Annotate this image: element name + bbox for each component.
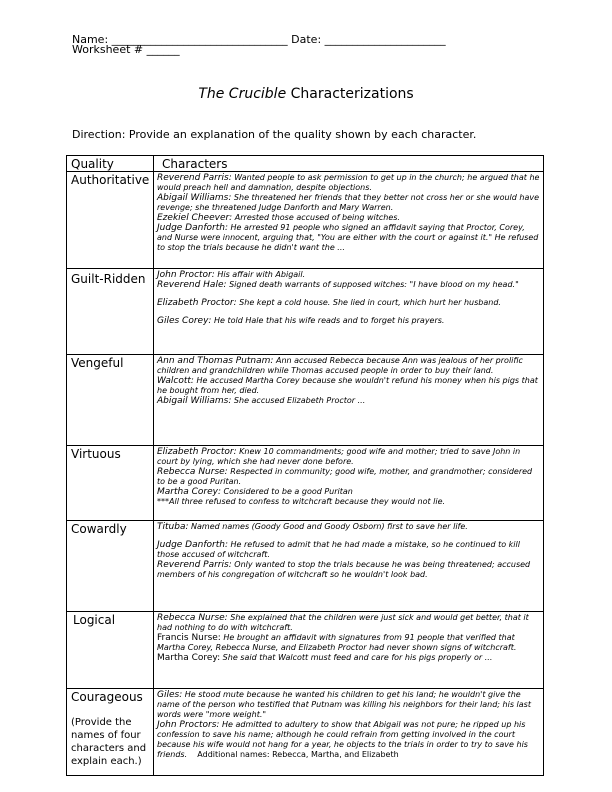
character-name: Giles Corey: xyxy=(157,316,212,326)
character-name: Reverend Parris: xyxy=(157,560,232,570)
quality-cell xyxy=(67,612,154,689)
characterization-table xyxy=(66,155,544,776)
table-row xyxy=(67,355,544,446)
characters-cell[interactable] xyxy=(154,355,544,446)
character-name: Reverend Hale: xyxy=(157,280,227,290)
character-name: Tituba: xyxy=(157,522,189,532)
character-description: He brought an affidavit with signatures from 91 people that verified that Martha Corey, Rebecca Nurse, and Elizabeth Proctor had never shown signs of witchcraft. xyxy=(157,633,517,652)
character-description: Only wanted to stop the trials because he was being threatened; accused members of his congregation of witchcraft so he wouldn't look bad. xyxy=(157,560,531,579)
character-entry xyxy=(157,270,541,280)
character-entry xyxy=(157,487,541,497)
character-name: Abigail Williams: xyxy=(157,396,232,406)
character-description: Respected in community; good wife, mother, and grandmother; considered to be a good Puritan. xyxy=(157,467,533,486)
character-name: Francis Nurse: xyxy=(157,633,221,643)
character-description: ***All three refused to confess to witchcraft because they would not lie. xyxy=(157,497,446,506)
character-name: John Proctor: xyxy=(157,270,215,280)
character-name: Judge Danforth: xyxy=(157,223,228,233)
character-name: Martha Corey: xyxy=(157,653,221,663)
characters-header: Characters xyxy=(162,157,228,171)
table-row xyxy=(67,172,544,269)
character-description: She kept a cold house. She lied in court, which hurt her husband. xyxy=(236,298,501,307)
character-entry xyxy=(157,560,541,580)
character-name: Ann and Thomas Putnam: xyxy=(157,356,274,366)
character-name: Rebecca Nurse: xyxy=(157,613,228,623)
additional-names: Additional names: Rebecca, Martha, and Elizabeth xyxy=(187,750,399,759)
character-name: Elizabeth Proctor: xyxy=(157,298,237,308)
quality-label: Virtuous xyxy=(71,447,121,461)
quality-label: Authoritative xyxy=(71,173,150,187)
character-name: Reverend Parris: xyxy=(157,173,232,183)
character-description: His affair with Abigail. xyxy=(214,270,306,279)
quality-cell xyxy=(67,172,154,269)
quality-label: Vengeful xyxy=(71,356,124,370)
characters-cell[interactable] xyxy=(154,689,544,776)
character-name: Ezekiel Cheever: xyxy=(157,213,233,223)
quality-label: Courageous xyxy=(71,690,143,704)
character-entry xyxy=(157,213,541,223)
character-entry xyxy=(157,193,541,213)
quality-header: Quality xyxy=(71,157,114,171)
character-entry xyxy=(157,690,541,720)
table-row xyxy=(67,521,544,612)
character-description: He refused to admit that he had made a mistake, so he continued to kill those accused of witchcraft. xyxy=(157,540,520,559)
character-description: Considered to be a good Puritan xyxy=(220,487,353,496)
character-description: Signed death warrants of supposed witches: "I have blood on my head." xyxy=(226,280,519,289)
character-entry xyxy=(157,467,541,487)
title-rest: Characterizations xyxy=(286,86,414,102)
character-name: Judge Danforth: xyxy=(157,540,228,550)
character-entry xyxy=(157,223,541,253)
quality-label: Cowardly xyxy=(71,522,127,536)
character-description: Knew 10 commandments; good wife and mother; tried to save John in court by lying, which she had never done before. xyxy=(157,447,521,466)
character-name: Rebecca Nurse: xyxy=(157,467,228,477)
characters-header-cell xyxy=(154,156,544,172)
quality-instruction-note: (Provide the names of four characters and explain each.) xyxy=(71,717,147,767)
worksheet-field-label: Worksheet # ______ xyxy=(72,43,180,56)
character-entry xyxy=(157,653,541,663)
characters-cell[interactable] xyxy=(154,172,544,269)
character-entry xyxy=(157,376,541,396)
quality-label: Logical xyxy=(73,613,116,627)
character-entry xyxy=(157,633,541,653)
character-name: Abigail Williams: xyxy=(157,193,232,203)
quality-cell xyxy=(67,446,154,521)
character-description: Wanted people to ask permission to get up in the church; he argued that he would preach hell and damnation, despite objections. xyxy=(157,173,540,192)
character-description: Named names (Goody Good and Goody Osborn) first to save her life. xyxy=(188,522,468,531)
character-description: He admitted to adultery to show that Abigail was not pure; he ripped up his confession to save his name; although he could refrain from getting involved in the court because his wife would not hang for a year, he objects to the trials in order to try to save his friends. xyxy=(157,720,528,759)
table-row xyxy=(67,689,544,776)
character-description: He accused Martha Corey because she wouldn't refund his money when his pigs that he bought from her, died. xyxy=(157,376,538,395)
table-row xyxy=(67,446,544,521)
character-entry xyxy=(157,298,541,308)
name-field-label: Name: ________________________________ xyxy=(72,33,288,46)
character-description: She explained that the children were just sick and would get better, that it had nothing to do with witchcraft. xyxy=(157,613,529,632)
character-description: She accused Elizabeth Proctor ... xyxy=(231,396,366,405)
character-entry xyxy=(157,280,541,290)
quality-cell xyxy=(67,355,154,446)
character-description: She threatened her friends that they better not cross her or she would have revenge; she threatened Judge Danforth and Mary Warren. xyxy=(157,193,540,212)
title-book-name: The Crucible xyxy=(198,86,287,102)
character-entry xyxy=(157,613,541,633)
character-description: He told Hale that his wife reads and to forget his prayers. xyxy=(211,316,445,325)
table-header-row xyxy=(67,156,544,172)
table-row xyxy=(67,612,544,689)
character-entry xyxy=(157,316,541,326)
character-name: Walcott: xyxy=(157,376,194,386)
character-description: Ann accused Rebecca because Ann was jealous of her prolific children and grandchildren while Thomas accused people in order to buy their land. xyxy=(157,356,523,375)
character-description: He arrested 91 people who signed an affidavit saying that Proctor, Corey, and Nurse were innocent, arguing that, "You are either with the court or against it." He refused to stop the trials because he didn't want the ... xyxy=(157,223,539,252)
characters-cell[interactable] xyxy=(154,269,544,355)
quality-cell xyxy=(67,689,154,776)
character-entry xyxy=(157,522,541,532)
character-description: She said that Walcott must feed and care for his pigs properly or ... xyxy=(220,653,493,662)
quality-cell xyxy=(67,269,154,355)
character-entry xyxy=(157,720,541,760)
quality-label: Guilt-Ridden xyxy=(71,272,146,286)
characters-cell[interactable] xyxy=(154,521,544,612)
character-entry xyxy=(157,447,541,467)
characters-cell[interactable] xyxy=(154,446,544,521)
character-description: He stood mute because he wanted his children to get his land; he wouldn't give the name of the person who testified that Putnam was killing his neighbors for their land; his last words were "more weight." xyxy=(157,690,531,719)
character-name: Giles: xyxy=(157,690,183,700)
direction-text: Direction: Provide an explanation of the quality shown by each character. xyxy=(72,128,477,141)
worksheet-number-line xyxy=(72,44,180,56)
character-entry xyxy=(157,396,541,406)
character-entry xyxy=(157,540,541,560)
character-description: Arrested those accused of being witches. xyxy=(232,213,400,222)
character-entry xyxy=(157,173,541,193)
character-entry xyxy=(157,497,541,507)
quality-header-cell xyxy=(67,156,154,172)
character-entry xyxy=(157,356,541,376)
character-name: Martha Corey: xyxy=(157,487,221,497)
characters-cell[interactable] xyxy=(154,612,544,689)
character-name: John Proctors: xyxy=(157,720,220,730)
table-row xyxy=(67,269,544,355)
quality-cell xyxy=(67,521,154,612)
page-title xyxy=(0,86,612,102)
character-name: Elizabeth Proctor: xyxy=(157,447,237,457)
date-field-label: Date: ______________________ xyxy=(291,33,446,46)
